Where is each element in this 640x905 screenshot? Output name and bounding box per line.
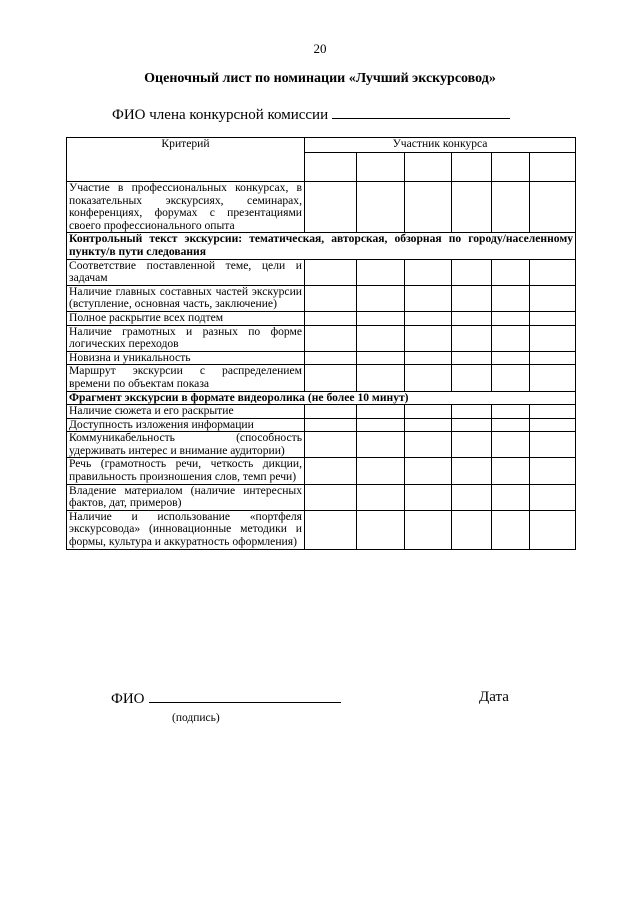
score-cell[interactable]: [530, 405, 576, 419]
criterion-label: Наличие и использование «портфеля экскурсовода» (инновационные методики и формы, культура и аккуратность оформления): [67, 510, 305, 549]
score-cell[interactable]: [452, 259, 492, 285]
score-cell[interactable]: [530, 325, 576, 351]
criterion-row: [67, 484, 576, 510]
score-cell[interactable]: [357, 510, 405, 549]
criterion-label: Владение материалом (наличие интересных фактов, дат, примеров): [67, 484, 305, 510]
score-cell[interactable]: [405, 182, 452, 233]
criterion-row: [67, 259, 576, 285]
score-cell[interactable]: [452, 365, 492, 391]
score-cell[interactable]: [305, 484, 357, 510]
score-cell[interactable]: [305, 418, 357, 432]
participant-cell[interactable]: [305, 153, 357, 182]
score-cell[interactable]: [530, 285, 576, 311]
score-cell[interactable]: [530, 311, 576, 325]
score-cell[interactable]: [405, 351, 452, 365]
score-cell[interactable]: [305, 259, 357, 285]
score-cell[interactable]: [452, 432, 492, 458]
score-cell[interactable]: [357, 311, 405, 325]
participant-cell[interactable]: [357, 153, 405, 182]
score-cell[interactable]: [530, 432, 576, 458]
score-cell[interactable]: [530, 418, 576, 432]
score-cell[interactable]: [530, 182, 576, 233]
score-cell[interactable]: [405, 311, 452, 325]
participant-header: Участник конкурса: [305, 138, 576, 153]
score-cell[interactable]: [305, 458, 357, 484]
score-cell[interactable]: [305, 510, 357, 549]
score-cell[interactable]: [530, 259, 576, 285]
score-cell[interactable]: [405, 259, 452, 285]
criterion-label: Соответствие поставленной теме, цели и задачам: [67, 259, 305, 285]
score-cell[interactable]: [452, 182, 492, 233]
score-cell[interactable]: [492, 405, 530, 419]
criterion-row: [67, 311, 576, 325]
score-cell[interactable]: [357, 432, 405, 458]
score-cell[interactable]: [357, 484, 405, 510]
criterion-label: Коммуникабельность (способность удерживать интерес и внимание аудитории): [67, 432, 305, 458]
signature-fio-label: ФИО: [111, 691, 145, 707]
criterion-row: [67, 510, 576, 549]
criterion-row: [67, 418, 576, 432]
score-cell[interactable]: [492, 311, 530, 325]
score-cell[interactable]: [492, 484, 530, 510]
score-cell[interactable]: [492, 458, 530, 484]
score-cell[interactable]: [452, 311, 492, 325]
score-cell[interactable]: [492, 365, 530, 391]
date-label: Дата: [479, 689, 509, 705]
criterion-row: [67, 285, 576, 311]
score-cell[interactable]: [492, 418, 530, 432]
section-row: [67, 391, 576, 405]
score-cell[interactable]: [452, 325, 492, 351]
score-cell[interactable]: [357, 259, 405, 285]
criterion-label: Участие в профессиональных конкурсах, в показательных экскурсиях, семинарах, конференциях, форумах с презентациями своего профессионального опыта: [67, 182, 305, 233]
score-cell[interactable]: [452, 458, 492, 484]
section-heading: Фрагмент экскурсии в формате видеоролика (не более 10 минут): [67, 391, 576, 405]
criterion-row: [67, 182, 576, 233]
score-cell[interactable]: [405, 510, 452, 549]
score-cell[interactable]: [357, 418, 405, 432]
score-cell[interactable]: [405, 418, 452, 432]
score-cell[interactable]: [305, 432, 357, 458]
criterion-label: Речь (грамотность речи, четкость дикции, правильность произношения слов, темп речи): [67, 458, 305, 484]
score-cell[interactable]: [530, 365, 576, 391]
criterion-label: Доступность изложения информации: [67, 418, 305, 432]
criterion-row: [67, 351, 576, 365]
score-cell[interactable]: [452, 405, 492, 419]
participant-cell[interactable]: [405, 153, 452, 182]
score-cell[interactable]: [405, 285, 452, 311]
score-cell[interactable]: [305, 325, 357, 351]
score-cell[interactable]: [492, 325, 530, 351]
score-cell[interactable]: [357, 458, 405, 484]
score-cell[interactable]: [305, 182, 357, 233]
participant-cell[interactable]: [452, 153, 492, 182]
score-cell[interactable]: [305, 405, 357, 419]
score-cell[interactable]: [530, 510, 576, 549]
page-number: 20: [313, 41, 327, 56]
score-cell[interactable]: [357, 325, 405, 351]
score-cell[interactable]: [305, 365, 357, 391]
score-cell[interactable]: [492, 510, 530, 549]
score-cell[interactable]: [357, 405, 405, 419]
score-cell[interactable]: [405, 432, 452, 458]
score-cell[interactable]: [305, 311, 357, 325]
score-cell[interactable]: [357, 182, 405, 233]
commission-member-blank[interactable]: [332, 105, 510, 119]
criterion-label: Наличие главных составных частей экскурсии (вступление, основная часть, заключение): [67, 285, 305, 311]
criterion-label: Наличие грамотных и разных по форме логических переходов: [67, 325, 305, 351]
criterion-label: Маршрут экскурсии с распределением времени по объектам показа: [67, 365, 305, 391]
score-cell[interactable]: [452, 285, 492, 311]
score-cell[interactable]: [405, 365, 452, 391]
score-cell[interactable]: [452, 484, 492, 510]
score-cell[interactable]: [492, 285, 530, 311]
score-cell[interactable]: [405, 325, 452, 351]
score-cell[interactable]: [357, 285, 405, 311]
commission-member-line: [112, 105, 510, 124]
score-cell[interactable]: [405, 484, 452, 510]
score-cell[interactable]: [492, 351, 530, 365]
page-title: Оценочный лист по номинации «Лучший экскурсовод»: [144, 71, 496, 86]
signature-fio-line: [111, 689, 341, 708]
score-cell[interactable]: [357, 351, 405, 365]
score-cell[interactable]: [405, 458, 452, 484]
section-row: [67, 233, 576, 259]
signature-caption: (подпись): [172, 712, 220, 724]
criterion-label: Новизна и уникальность: [67, 351, 305, 365]
participant-cell[interactable]: [492, 153, 530, 182]
criterion-row: [67, 405, 576, 419]
score-cell[interactable]: [405, 405, 452, 419]
score-cell[interactable]: [492, 432, 530, 458]
criterion-row: [67, 432, 576, 458]
score-cell[interactable]: [492, 259, 530, 285]
criterion-label: Наличие сюжета и его раскрытие: [67, 405, 305, 419]
criterion-row: [67, 458, 576, 484]
score-cell[interactable]: [452, 510, 492, 549]
score-cell[interactable]: [452, 351, 492, 365]
score-cell[interactable]: [357, 365, 405, 391]
participant-cell[interactable]: [530, 153, 576, 182]
score-cell[interactable]: [305, 351, 357, 365]
score-cell[interactable]: [530, 351, 576, 365]
score-cell[interactable]: [452, 418, 492, 432]
evaluation-table: [66, 137, 576, 550]
score-cell[interactable]: [492, 182, 530, 233]
score-cell[interactable]: [530, 458, 576, 484]
commission-member-label: ФИО члена конкурсной комиссии: [112, 107, 329, 123]
section-heading: Контрольный текст экскурсии: тематическая, авторская, обзорная по городу/населенному пункту/в пути следования: [67, 233, 576, 259]
criterion-row: [67, 365, 576, 391]
signature-blank[interactable]: [149, 689, 341, 703]
score-cell[interactable]: [305, 285, 357, 311]
criterion-header: Критерий: [67, 138, 305, 182]
score-cell[interactable]: [530, 484, 576, 510]
criterion-label: Полное раскрытие всех подтем: [67, 311, 305, 325]
criterion-row: [67, 325, 576, 351]
